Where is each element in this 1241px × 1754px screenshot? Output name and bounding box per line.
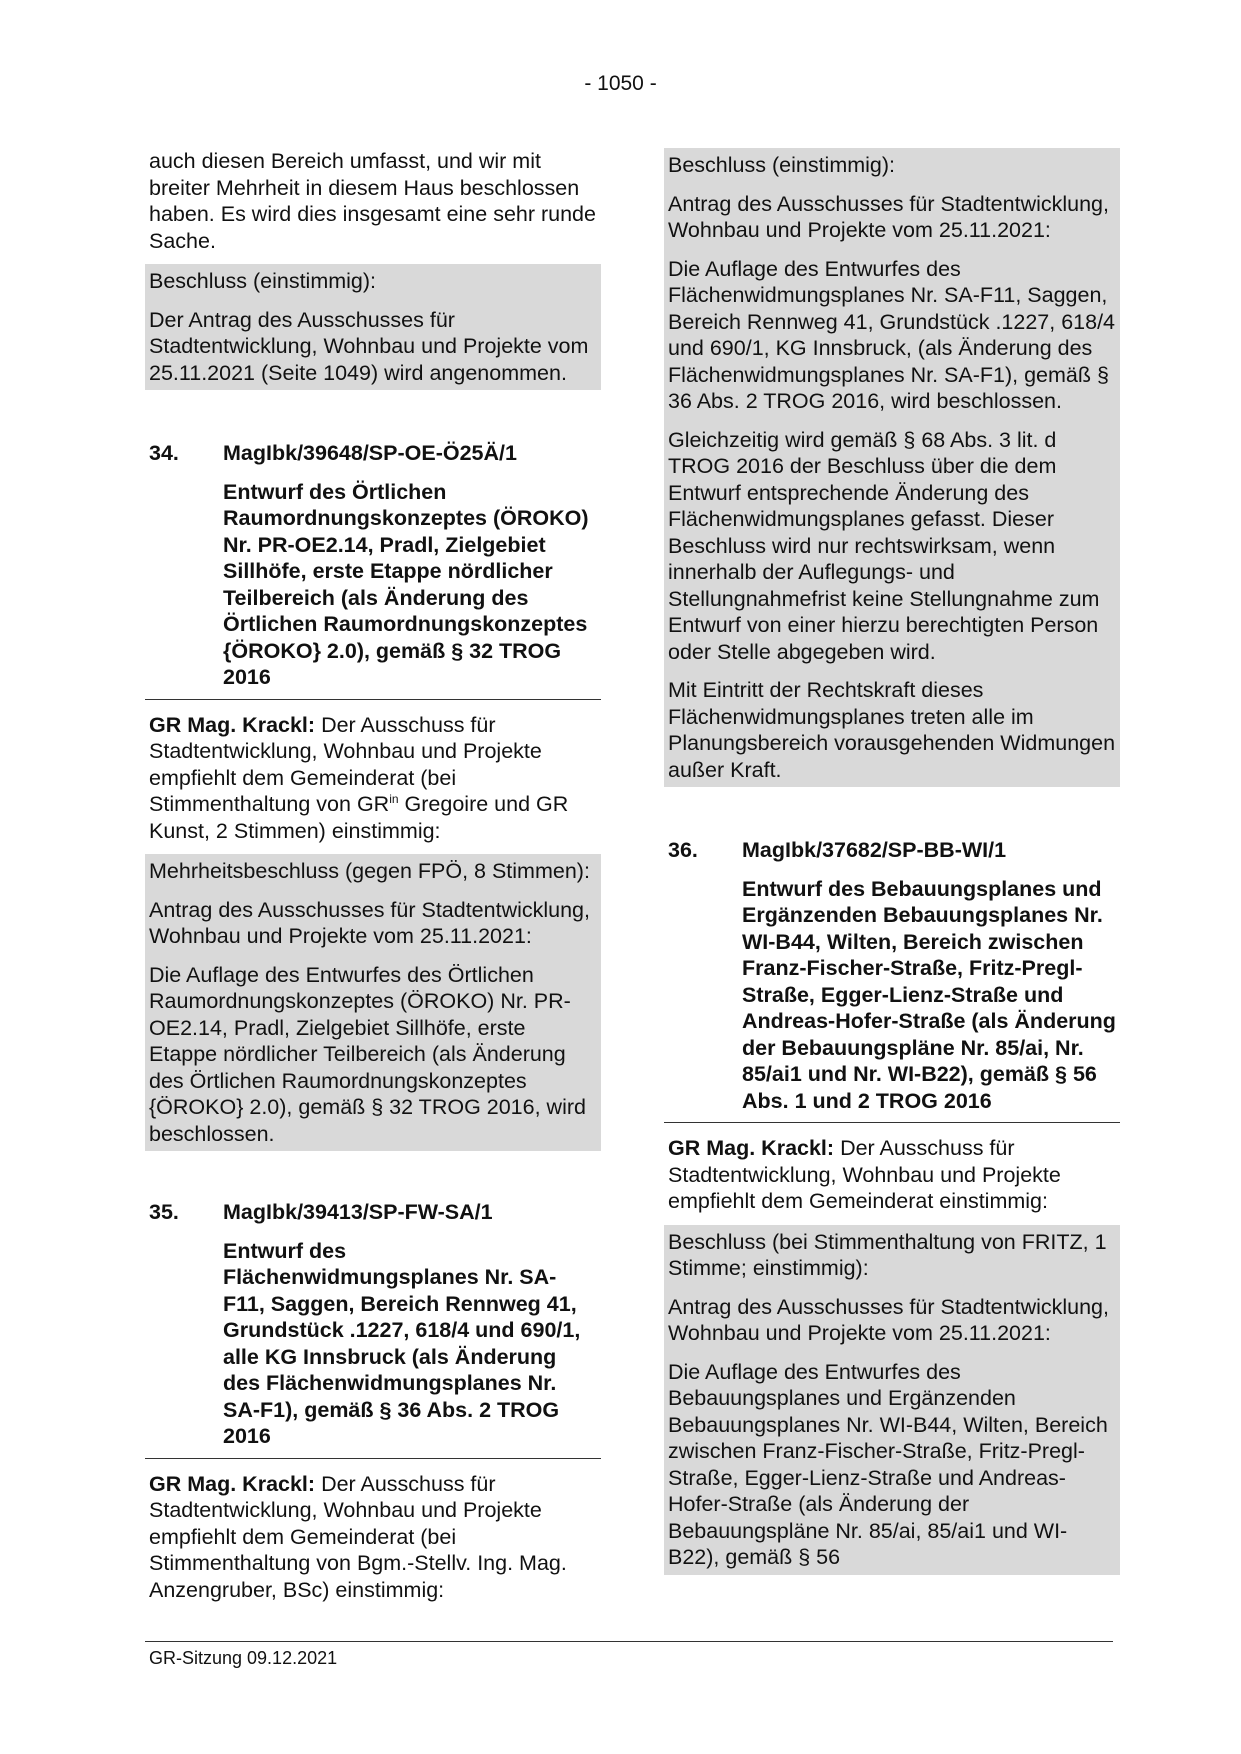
speech-text-cont: Gregoire und GR Kunst, 2 Stimmen) einstimmig: — [149, 792, 569, 843]
footer-text: GR-Sitzung 09.12.2021 — [149, 1648, 338, 1668]
item-number: 35. — [149, 1200, 179, 1224]
decision-text: Die Auflage des Entwurfes des Bebauungsplanes und Ergänzenden Bebauungsplanes Nr. WI-B44, Wilten, Bereich zwischen Franz-Fischer-Straße, Fritz-Pregl-Straße, Egger-Lienz-Straße und Andreas-Hofer-Straße (als Änderung der Bebauungspläne Nr. 85/ai, 85/ai1 und WI-B22), gemäß § 56 — [668, 1359, 1108, 1569]
speech-text: Der Ausschuss für Stadtentwicklung, Wohnbau und Projekte empfiehlt dem Gemeinderat (bei Stimmenthaltung von Bgm.-Stellv. Ing. Mag. Anzengruber, BSc) einstimmig: — [149, 1471, 567, 1602]
resolution-box — [664, 1225, 1120, 1575]
item-number: 36. — [668, 838, 698, 862]
speaker-paragraph — [664, 1135, 1120, 1215]
speech-text: Der Ausschuss für Stadtentwicklung, Wohnbau und Projekte empfiehlt dem Gemeinderat einstimmig: — [668, 1136, 1061, 1213]
resolution-box — [664, 148, 1120, 787]
resolution-box — [145, 854, 601, 1151]
speaker-name: GR Mag. Krackl: — [149, 712, 316, 737]
simultaneous-decision-text: Gleichzeitig wird gemäß § 68 Abs. 3 lit. d TROG 2016 der Beschluss über die dem Entwurf entsprechende Änderung des Flächenwidmungsplanes gefasst. Dieser Beschluss wird nur rechtswirksam, wenn innerhalb der Auflegungs- und Stellungnahmefrist keine Stellungnahme zum Entwurf von einer hierzu berechtigten Person oder Stelle abgegeben wird. — [668, 427, 1100, 664]
item-reference: MagIbk/39648/SP-OE-Ö25Ä/1 — [223, 441, 517, 465]
agenda-item-35 — [145, 1199, 601, 1603]
speaker-paragraph — [145, 712, 601, 845]
left-column — [145, 148, 601, 1603]
agenda-item-36 — [664, 837, 1120, 1575]
item-title: Entwurf des Bebauungsplanes und Ergänzenden Bebauungsplanes Nr. WI-B44, Wilten, Bereich zwischen Franz-Fischer-Straße, Fritz-Pregl-Straße, Egger-Lienz-Straße und Andreas-Hofer-Straße (als Änderung der Bebauungspläne Nr. 85/ai, Nr. 85/ai1 und Nr. WI-B22), gemäß § 56 Abs. 1 und 2 TROG 2016 — [742, 876, 1116, 1113]
speech-text: Der Ausschuss für Stadtentwicklung, Wohnbau und Projekte empfiehlt dem Gemeinderat (bei Stimmenthaltung von GR — [149, 712, 542, 816]
intro-paragraph: auch diesen Bereich umfasst, und wir mit breiter Mehrheit in diesem Haus beschlossen haben. Es wird dies insgesamt eine sehr runde Sache. — [149, 149, 596, 253]
resolution-heading: Beschluss (einstimmig): — [149, 269, 376, 293]
motion-text: Antrag des Ausschusses für Stadtentwicklung, Wohnbau und Projekte vom 25.11.2021: — [668, 1294, 1109, 1345]
item-title: Entwurf des Örtlichen Raumordnungskonzeptes (ÖROKO) Nr. PR-OE2.14, Pradl, Zielgebiet Sillhöfe, erste Etappe nördlicher Teilbereich (als Änderung des Örtlichen Raumordnungskonzeptes {ÖROKO} 2.0), gemäß § 32 TROG 2016 — [223, 479, 589, 689]
resolution-box — [145, 264, 601, 390]
footer-divider — [145, 1641, 1113, 1642]
motion-text: Antrag des Ausschusses für Stadtentwicklung, Wohnbau und Projekte vom 25.11.2021: — [149, 897, 590, 948]
speaker-name: GR Mag. Krackl: — [149, 1471, 316, 1496]
resolution-heading: Mehrheitsbeschluss (gegen FPÖ, 8 Stimmen): — [149, 859, 590, 883]
resolution-heading: Beschluss (bei Stimmenthaltung von FRITZ, 1 Stimme; einstimmig): — [668, 1229, 1107, 1280]
motion-text: Antrag des Ausschusses für Stadtentwicklung, Wohnbau und Projekte vom 25.11.2021: — [668, 191, 1109, 242]
right-column — [664, 148, 1120, 1575]
page-number: - 1050 - — [584, 72, 657, 95]
item-reference: MagIbk/37682/SP-BB-WI/1 — [742, 838, 1007, 862]
resolution-heading: Beschluss (einstimmig): — [668, 153, 895, 177]
effect-text: Mit Eintritt der Rechtskraft dieses Flächenwidmungsplanes treten alle im Planungsbereich vorausgehenden Widmungen außer Kraft. — [668, 678, 1116, 782]
item-reference: MagIbk/39413/SP-FW-SA/1 — [223, 1200, 493, 1224]
decision-text: Die Auflage des Entwurfes des Örtlichen Raumordnungskonzeptes (ÖROKO) Nr. PR-OE2.14, Pradl, Zielgebiet Sillhöfe, erste Etappe nördlicher Teilbereich (als Änderung des Örtlichen Raumordnungskonzeptes {ÖROKO} 2.0), gemäß § 32 TROG 2016, wird beschlossen. — [149, 962, 586, 1146]
speaker-name: GR Mag. Krackl: — [668, 1136, 835, 1160]
resolution-text: Der Antrag des Ausschusses für Stadtentwicklung, Wohnbau und Projekte vom 25.11.2021 (Seite 1049) wird angenommen. — [149, 307, 589, 385]
item-number: 34. — [149, 441, 179, 465]
decision-text: Die Auflage des Entwurfes des Flächenwidmungsplanes Nr. SA-F11, Saggen, Bereich Rennweg 41, Grundstück .1227, 618/4 und 690/1, KG Innsbruck, (als Änderung des Flächenwidmungsplanes Nr. SA-F1), gemäß § 36 Abs. 2 TROG 2016, wird beschlossen. — [668, 256, 1116, 413]
agenda-item-34 — [145, 440, 601, 1151]
item-title: Entwurf des Flächenwidmungsplanes Nr. SA-F11, Saggen, Bereich Rennweg 41, Grundstück .1227, 618/4 und 690/1, alle KG Innsbruck (als Änderung des Flächenwidmungsplanes Nr. SA-F1), gemäß § 36 Abs. 2 TROG 2016 — [223, 1238, 581, 1448]
speaker-paragraph — [145, 1471, 601, 1604]
speech-superscript: in — [389, 791, 399, 806]
